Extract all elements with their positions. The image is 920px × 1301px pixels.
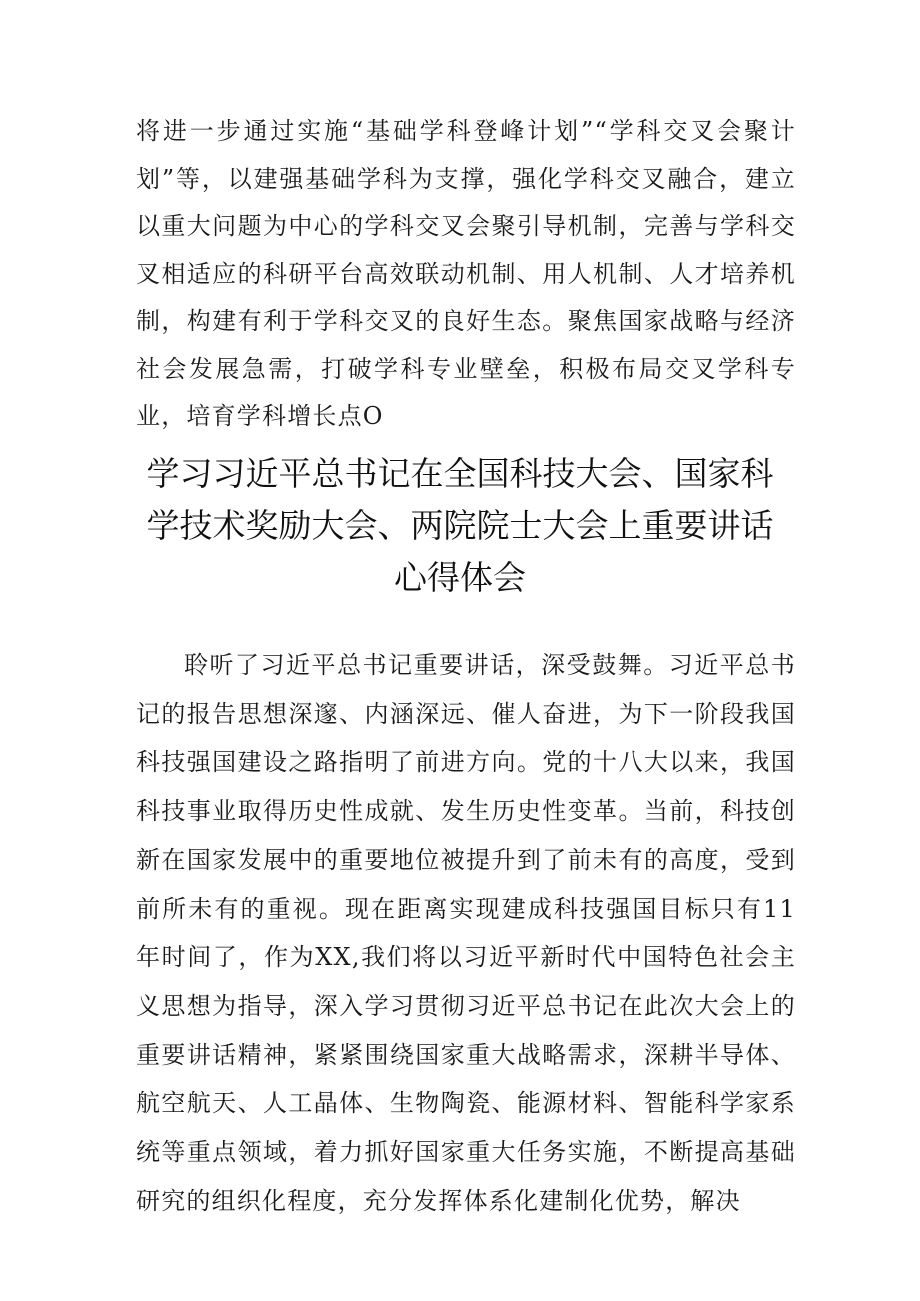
body-paragraph: 聆听了习近平总书记重要讲话，深受鼓舞。习近平总书记的报告思想深邃、内涵深远、催人奋进，为下一阶段我国科技强国建设之路指明了前进方向。党的十八大以来，我国科技事业取得历史性成就、发生历史性变革。当前，科技创新在国家发展中的重要地位被提升到了前未有的高度，受到前所未有的重视。现在距离实现建成科技强国目标只有11年时间了，作为XX,我们将以习近平新时代中国特色社会主义思想为指导，深入学习贯彻习近平总书记在此次大会上的重要讲话精神，紧紧围绕国家重大战略需求，深耕半导体、航空航天、人工晶体、生物陶瓷、能源材料、智能科学家系统等重点领域，着力抓好国家重大任务实施，不断提高基础研究的组织化程度，充分发挥体系化建制化优势，解决 [136, 651, 796, 1215]
article-title: 学习习近平总书记在全国科技大会、国家科学技术奖励大会、两院院士大会上重要讲话心得体会 [146, 454, 774, 597]
continued-paragraph: 将进一步通过实施“基础学科登峰计划”“学科交叉会聚计划”等，以建强基础学科为支撑，强化学科交叉融合，建立以重大问题为中心的学科交叉会聚引导机制，完善与学科交叉相适应的科研平台高效联动机制、用人机制、人才培养机制，构建有利于学科交叉的良好生态。聚焦国家战略与经济社会发展急需，打破学科专业壁垒，积极布局交叉学科专业，培育学科增长点O [136, 117, 796, 430]
